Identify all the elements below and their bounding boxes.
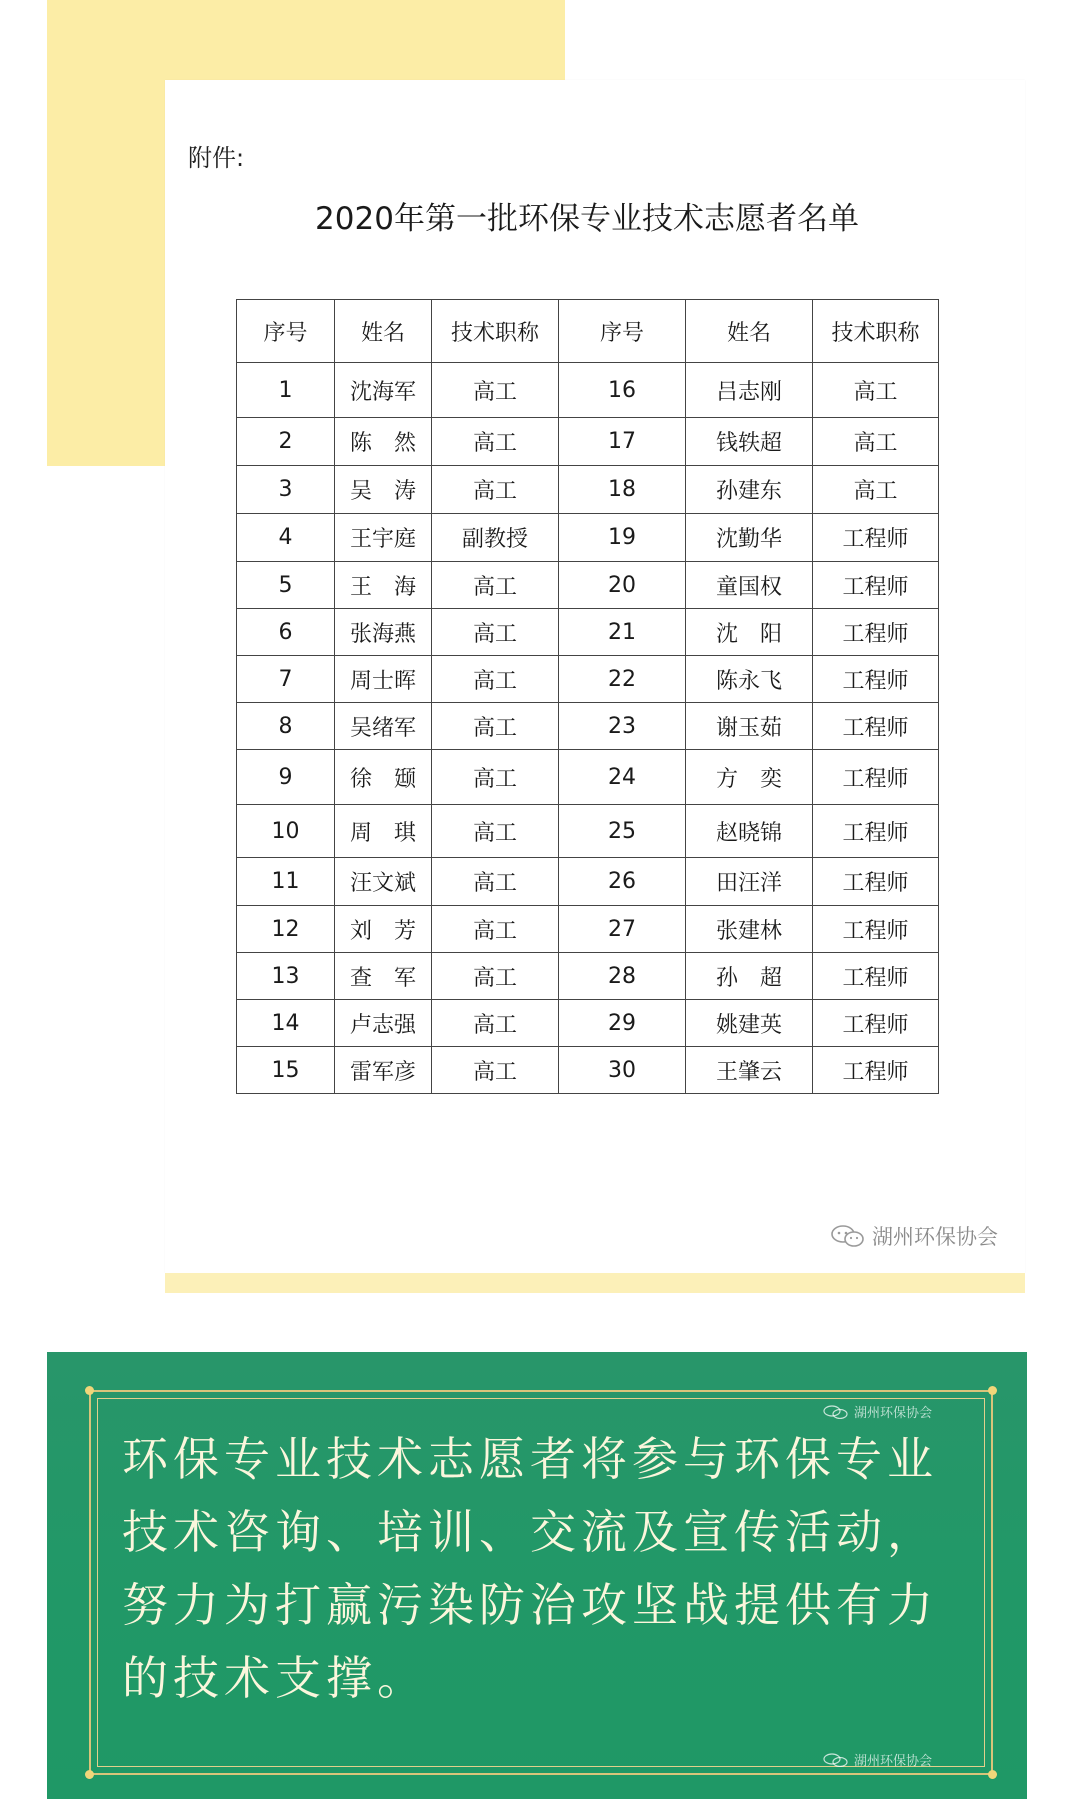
cell-name: 孙建东 <box>686 466 813 514</box>
cell-name: 王肇云 <box>686 1047 813 1094</box>
cell-title: 副教授 <box>432 514 559 562</box>
cell-name: 卢志强 <box>335 1000 432 1047</box>
cell-index: 29 <box>559 1000 686 1047</box>
cell-title: 工程师 <box>813 906 939 953</box>
table-row <box>237 466 939 514</box>
cell-title: 工程师 <box>813 858 939 906</box>
cell-index: 5 <box>237 562 335 609</box>
cell-index: 6 <box>237 609 335 656</box>
header-name: 姓名 <box>686 300 813 363</box>
document-title: 2020年第一批环保专业技术志愿者名单 <box>315 201 859 237</box>
cell-index: 7 <box>237 656 335 703</box>
document-page <box>165 80 1025 1273</box>
cell-name: 方 奕 <box>686 750 813 805</box>
cell-index: 1 <box>237 363 335 418</box>
panel-line: 环保专业技术志愿者将参与环保专业 <box>122 1432 938 1486</box>
watermark-text: 湖州环保协会 <box>872 1225 998 1249</box>
corner-ornament-icon <box>988 1386 997 1395</box>
corner-ornament-icon <box>85 1770 94 1779</box>
cell-index: 30 <box>559 1047 686 1094</box>
header-name: 姓名 <box>335 300 432 363</box>
cell-name: 张建林 <box>686 906 813 953</box>
cell-title: 工程师 <box>813 703 939 750</box>
cell-index: 20 <box>559 562 686 609</box>
cell-title: 高工 <box>432 703 559 750</box>
cell-index: 27 <box>559 906 686 953</box>
cell-name: 陈永飞 <box>686 656 813 703</box>
cell-title: 高工 <box>813 466 939 514</box>
table-row <box>237 858 939 906</box>
table-row <box>237 514 939 562</box>
cell-index: 17 <box>559 418 686 466</box>
cell-name: 钱轶超 <box>686 418 813 466</box>
table-row <box>237 805 939 858</box>
cell-index: 18 <box>559 466 686 514</box>
cell-index: 11 <box>237 858 335 906</box>
panel-watermark-text: 湖州环保协会 <box>853 1406 932 1421</box>
table-row <box>237 750 939 805</box>
cell-name: 雷军彦 <box>335 1047 432 1094</box>
table-row <box>237 562 939 609</box>
table-row <box>237 656 939 703</box>
document-watermark <box>830 1221 998 1251</box>
cell-name: 徐 颋 <box>335 750 432 805</box>
wechat-icon <box>823 1405 849 1419</box>
cell-index: 8 <box>237 703 335 750</box>
cell-title: 工程师 <box>813 1047 939 1094</box>
cell-title: 工程师 <box>813 1000 939 1047</box>
cell-name: 吕志刚 <box>686 363 813 418</box>
cell-index: 15 <box>237 1047 335 1094</box>
cell-index: 26 <box>559 858 686 906</box>
panel-line: 技术咨询、培训、交流及宣传活动， <box>122 1505 938 1559</box>
summary-panel <box>47 1352 1027 1799</box>
cell-title: 高工 <box>432 953 559 1000</box>
cell-index: 12 <box>237 906 335 953</box>
cell-name: 张海燕 <box>335 609 432 656</box>
table-header-row <box>237 300 939 363</box>
cell-title: 高工 <box>432 858 559 906</box>
cell-index: 24 <box>559 750 686 805</box>
cell-title: 高工 <box>432 609 559 656</box>
corner-ornament-icon <box>988 1770 997 1779</box>
cell-name: 童国权 <box>686 562 813 609</box>
header-title: 技术职称 <box>813 300 939 363</box>
cell-index: 25 <box>559 805 686 858</box>
table-row <box>237 1047 939 1094</box>
panel-watermark-text: 湖州环保协会 <box>853 1754 932 1769</box>
cell-index: 13 <box>237 953 335 1000</box>
table-row <box>237 363 939 418</box>
wechat-icon <box>830 1224 866 1248</box>
decorative-yellow-strip <box>165 1273 1025 1293</box>
cell-name: 沈勤华 <box>686 514 813 562</box>
cell-name: 沈 阳 <box>686 609 813 656</box>
panel-body-text <box>122 1423 982 1715</box>
cell-index: 10 <box>237 805 335 858</box>
cell-title: 工程师 <box>813 750 939 805</box>
cell-index: 16 <box>559 363 686 418</box>
cell-name: 王宇庭 <box>335 514 432 562</box>
cell-index: 23 <box>559 703 686 750</box>
cell-index: 3 <box>237 466 335 514</box>
table-row <box>237 1000 939 1047</box>
cell-title: 高工 <box>432 1000 559 1047</box>
cell-title: 高工 <box>432 562 559 609</box>
cell-name: 沈海军 <box>335 363 432 418</box>
cell-title: 高工 <box>432 750 559 805</box>
cell-index: 4 <box>237 514 335 562</box>
header-title: 技术职称 <box>432 300 559 363</box>
cell-name: 吴 涛 <box>335 466 432 514</box>
cell-name: 田汪洋 <box>686 858 813 906</box>
cell-title: 工程师 <box>813 805 939 858</box>
panel-watermark-bottom <box>823 1750 932 1769</box>
cell-title: 高工 <box>432 656 559 703</box>
cell-name: 谢玉茹 <box>686 703 813 750</box>
panel-line: 努力为打赢污染防治攻坚战提供有力 <box>122 1578 938 1632</box>
panel-watermark-top <box>823 1402 932 1421</box>
cell-index: 28 <box>559 953 686 1000</box>
cell-index: 2 <box>237 418 335 466</box>
cell-title: 高工 <box>432 466 559 514</box>
cell-title: 工程师 <box>813 656 939 703</box>
header-index: 序号 <box>559 300 686 363</box>
cell-title: 高工 <box>813 418 939 466</box>
cell-title: 高工 <box>432 1047 559 1094</box>
cell-name: 周士晖 <box>335 656 432 703</box>
cell-name: 刘 芳 <box>335 906 432 953</box>
cell-title: 工程师 <box>813 609 939 656</box>
cell-title: 高工 <box>432 906 559 953</box>
panel-line: 的技术支撑。 <box>122 1651 428 1705</box>
cell-index: 19 <box>559 514 686 562</box>
table-row <box>237 703 939 750</box>
cell-name: 姚建英 <box>686 1000 813 1047</box>
table-row <box>237 609 939 656</box>
cell-index: 14 <box>237 1000 335 1047</box>
cell-name: 查 军 <box>335 953 432 1000</box>
table-row <box>237 953 939 1000</box>
cell-title: 高工 <box>432 363 559 418</box>
cell-name: 汪文斌 <box>335 858 432 906</box>
cell-index: 22 <box>559 656 686 703</box>
cell-title: 高工 <box>432 418 559 466</box>
attachment-label: 附件: <box>188 144 245 172</box>
corner-ornament-icon <box>85 1386 94 1395</box>
cell-name: 王 海 <box>335 562 432 609</box>
cell-name: 陈 然 <box>335 418 432 466</box>
cell-name: 赵晓锦 <box>686 805 813 858</box>
table-row <box>237 418 939 466</box>
cell-title: 工程师 <box>813 562 939 609</box>
cell-title: 工程师 <box>813 953 939 1000</box>
header-index: 序号 <box>237 300 335 363</box>
cell-index: 9 <box>237 750 335 805</box>
cell-name: 周 琪 <box>335 805 432 858</box>
table-row <box>237 906 939 953</box>
cell-title: 高工 <box>432 805 559 858</box>
cell-name: 吴绪军 <box>335 703 432 750</box>
cell-name: 孙 超 <box>686 953 813 1000</box>
cell-title: 工程师 <box>813 514 939 562</box>
volunteer-table <box>236 299 939 1094</box>
cell-index: 21 <box>559 609 686 656</box>
wechat-icon <box>823 1753 849 1767</box>
cell-title: 高工 <box>813 363 939 418</box>
